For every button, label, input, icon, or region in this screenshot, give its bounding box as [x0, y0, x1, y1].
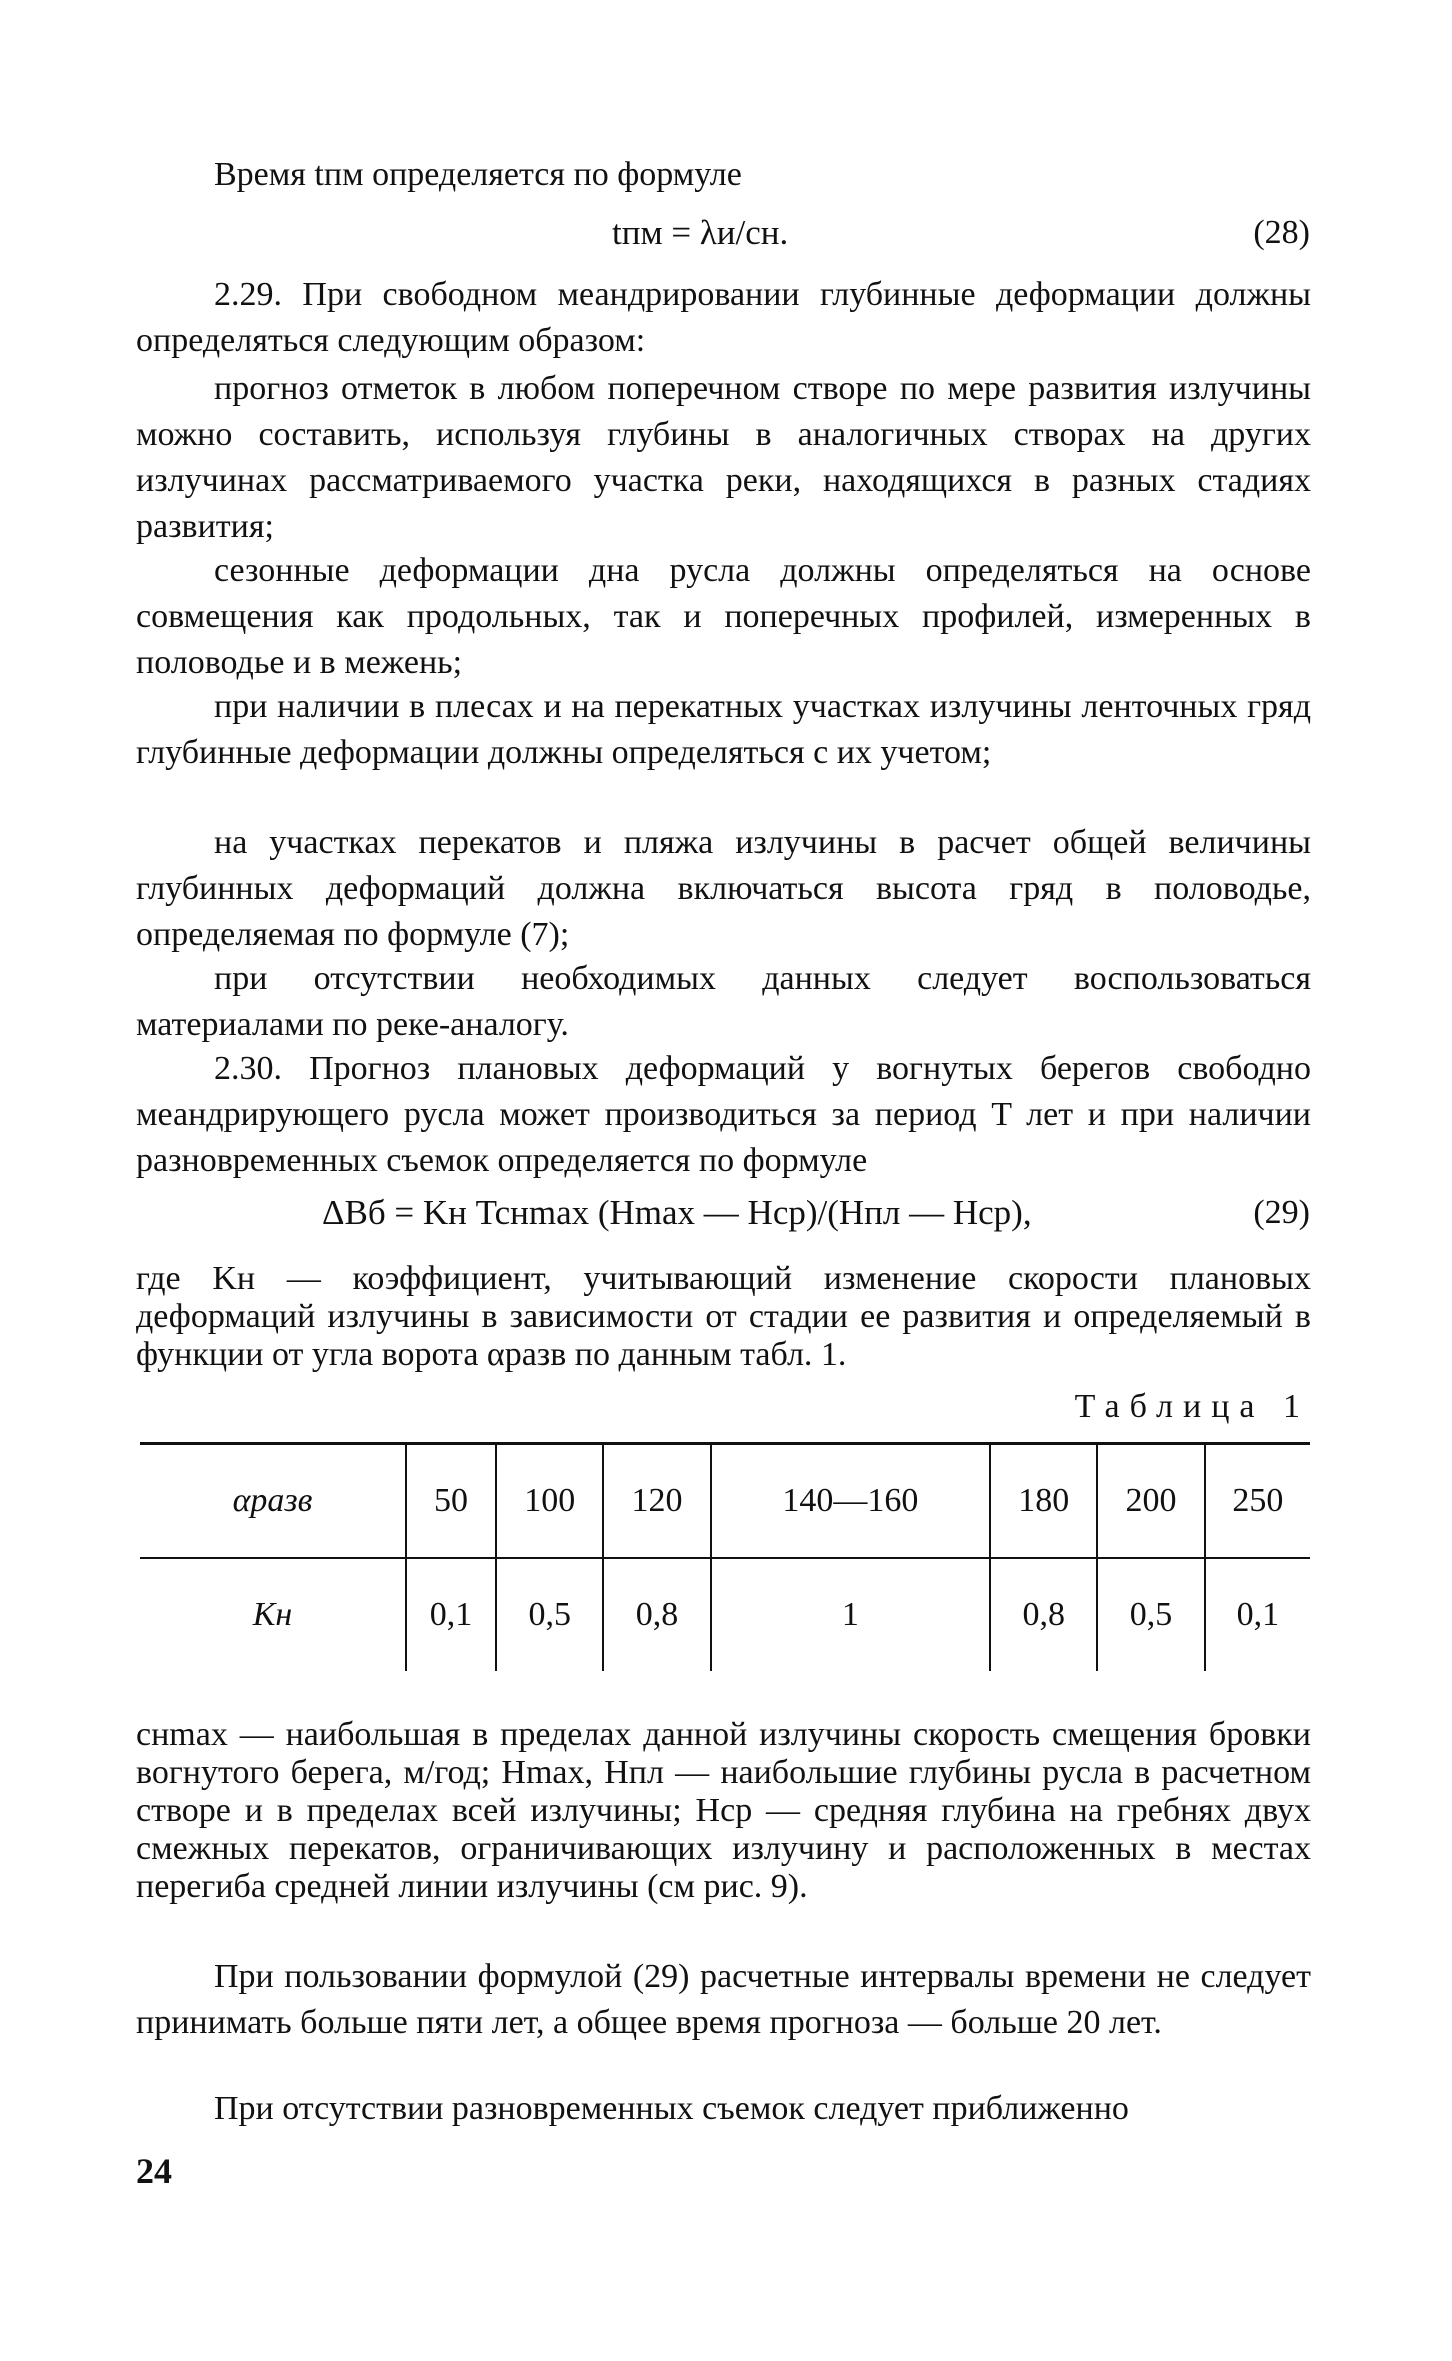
paragraph-absence: при отсутствии необходимых данных следует воспользоваться материалами по реке-аналогу. [136, 960, 1311, 1043]
paragraph-c-definition: cнmax — наибольшая в пределах данной излучины скорость смещения бровки вогнутого берега, м/год; Hmax, Hпл — наибольшие глубины русла в расчетном створе и в пределах всей излучины; Hср — средняя глубина на гребнях двух смежных перекатов, ограничивающих излучину и расположенных в местах перегиба средней линии излучины (см рис. 9). [136, 1716, 1311, 1905]
formula-28: tпм = λи/cн. [612, 213, 789, 252]
formula-28-number: (28) [1253, 214, 1310, 251]
table-row-k [140, 1558, 1310, 1671]
table-row-alpha [140, 1444, 1310, 1559]
table-cell: 0,1 [1205, 1558, 1310, 1671]
paragraph-forecast: прогноз отметок в любом поперечном створе по мере развития излучины можно составить, используя глубины в аналогичных створах на других излучинах рассматриваемого участка реки, находящихся в разных стадиях развития; [136, 370, 1311, 545]
text-line-time: Время tпм определяется по формуле [214, 156, 742, 193]
table-1 [140, 1442, 1310, 1671]
paragraph-rifts: на участках перекатов и пляжа излучины в расчет общей величины глубинных деформаций должна включаться высота гряд в половодье, определяемая по формуле (7); [136, 824, 1311, 953]
formula-29: ΔBб = Kн Tcнmax (Hmax — Hср)/(Hпл — Hср), [322, 1193, 1032, 1232]
table-label-alpha: αразв [140, 1444, 406, 1559]
table-caption: Таблица 1 [1074, 1388, 1310, 1425]
table-cell: 0,5 [1097, 1558, 1204, 1671]
table-cell: 120 [603, 1444, 710, 1559]
paragraph-2-29: 2.29. При свободном меандрировании глубинные деформации должны определяться следующим образом: [136, 276, 1311, 359]
page-number: 24 [136, 2151, 172, 2191]
paragraph-ridges: при наличии в плесах и на перекатных участках излучины ленточных гряд глубинные деформации должны определяться с их учетом; [136, 688, 1311, 771]
table-cell: 0,5 [496, 1558, 603, 1671]
table-cell: 140—160 [711, 1444, 990, 1559]
table-cell: 0,8 [603, 1558, 710, 1671]
paragraph-use: При пользовании формулой (29) расчетные интервалы времени не следует принимать больше пяти лет, а общее время прогноза — больше 20 лет. [136, 1958, 1311, 2041]
table-cell: 50 [406, 1444, 496, 1559]
table-cell: 1 [711, 1558, 990, 1671]
paragraph-where: где Kн — коэффициент, учитывающий изменение скорости плановых деформаций излучины в зависимости от стадии ее развития и определяемый в функции от угла ворота αразв по данным табл. 1. [136, 1260, 1311, 1373]
table-label-k: Kн [252, 1596, 293, 1633]
table-cell: 180 [990, 1444, 1097, 1559]
table-cell: 200 [1097, 1444, 1204, 1559]
table-cell: 100 [496, 1444, 603, 1559]
paragraph-2-30: 2.30. Прогноз плановых деформаций у вогнутых берегов свободно меандрирующего русла может производиться за период T лет и при наличии разновременных съемок определяется по формуле [136, 1050, 1311, 1179]
formula-29-number: (29) [1253, 1194, 1310, 1231]
table-cell: 250 [1205, 1444, 1310, 1559]
paragraph-absence-2: При отсутствии разновременных съемок следует приближенно [214, 2090, 1129, 2127]
table-cell: 0,1 [406, 1558, 496, 1671]
table-cell: 0,8 [990, 1558, 1097, 1671]
paragraph-seasonal: сезонные деформации дна русла должны определяться на основе совмещения как продольных, так и поперечных профилей, измеренных в половодье и в межень; [136, 552, 1311, 681]
